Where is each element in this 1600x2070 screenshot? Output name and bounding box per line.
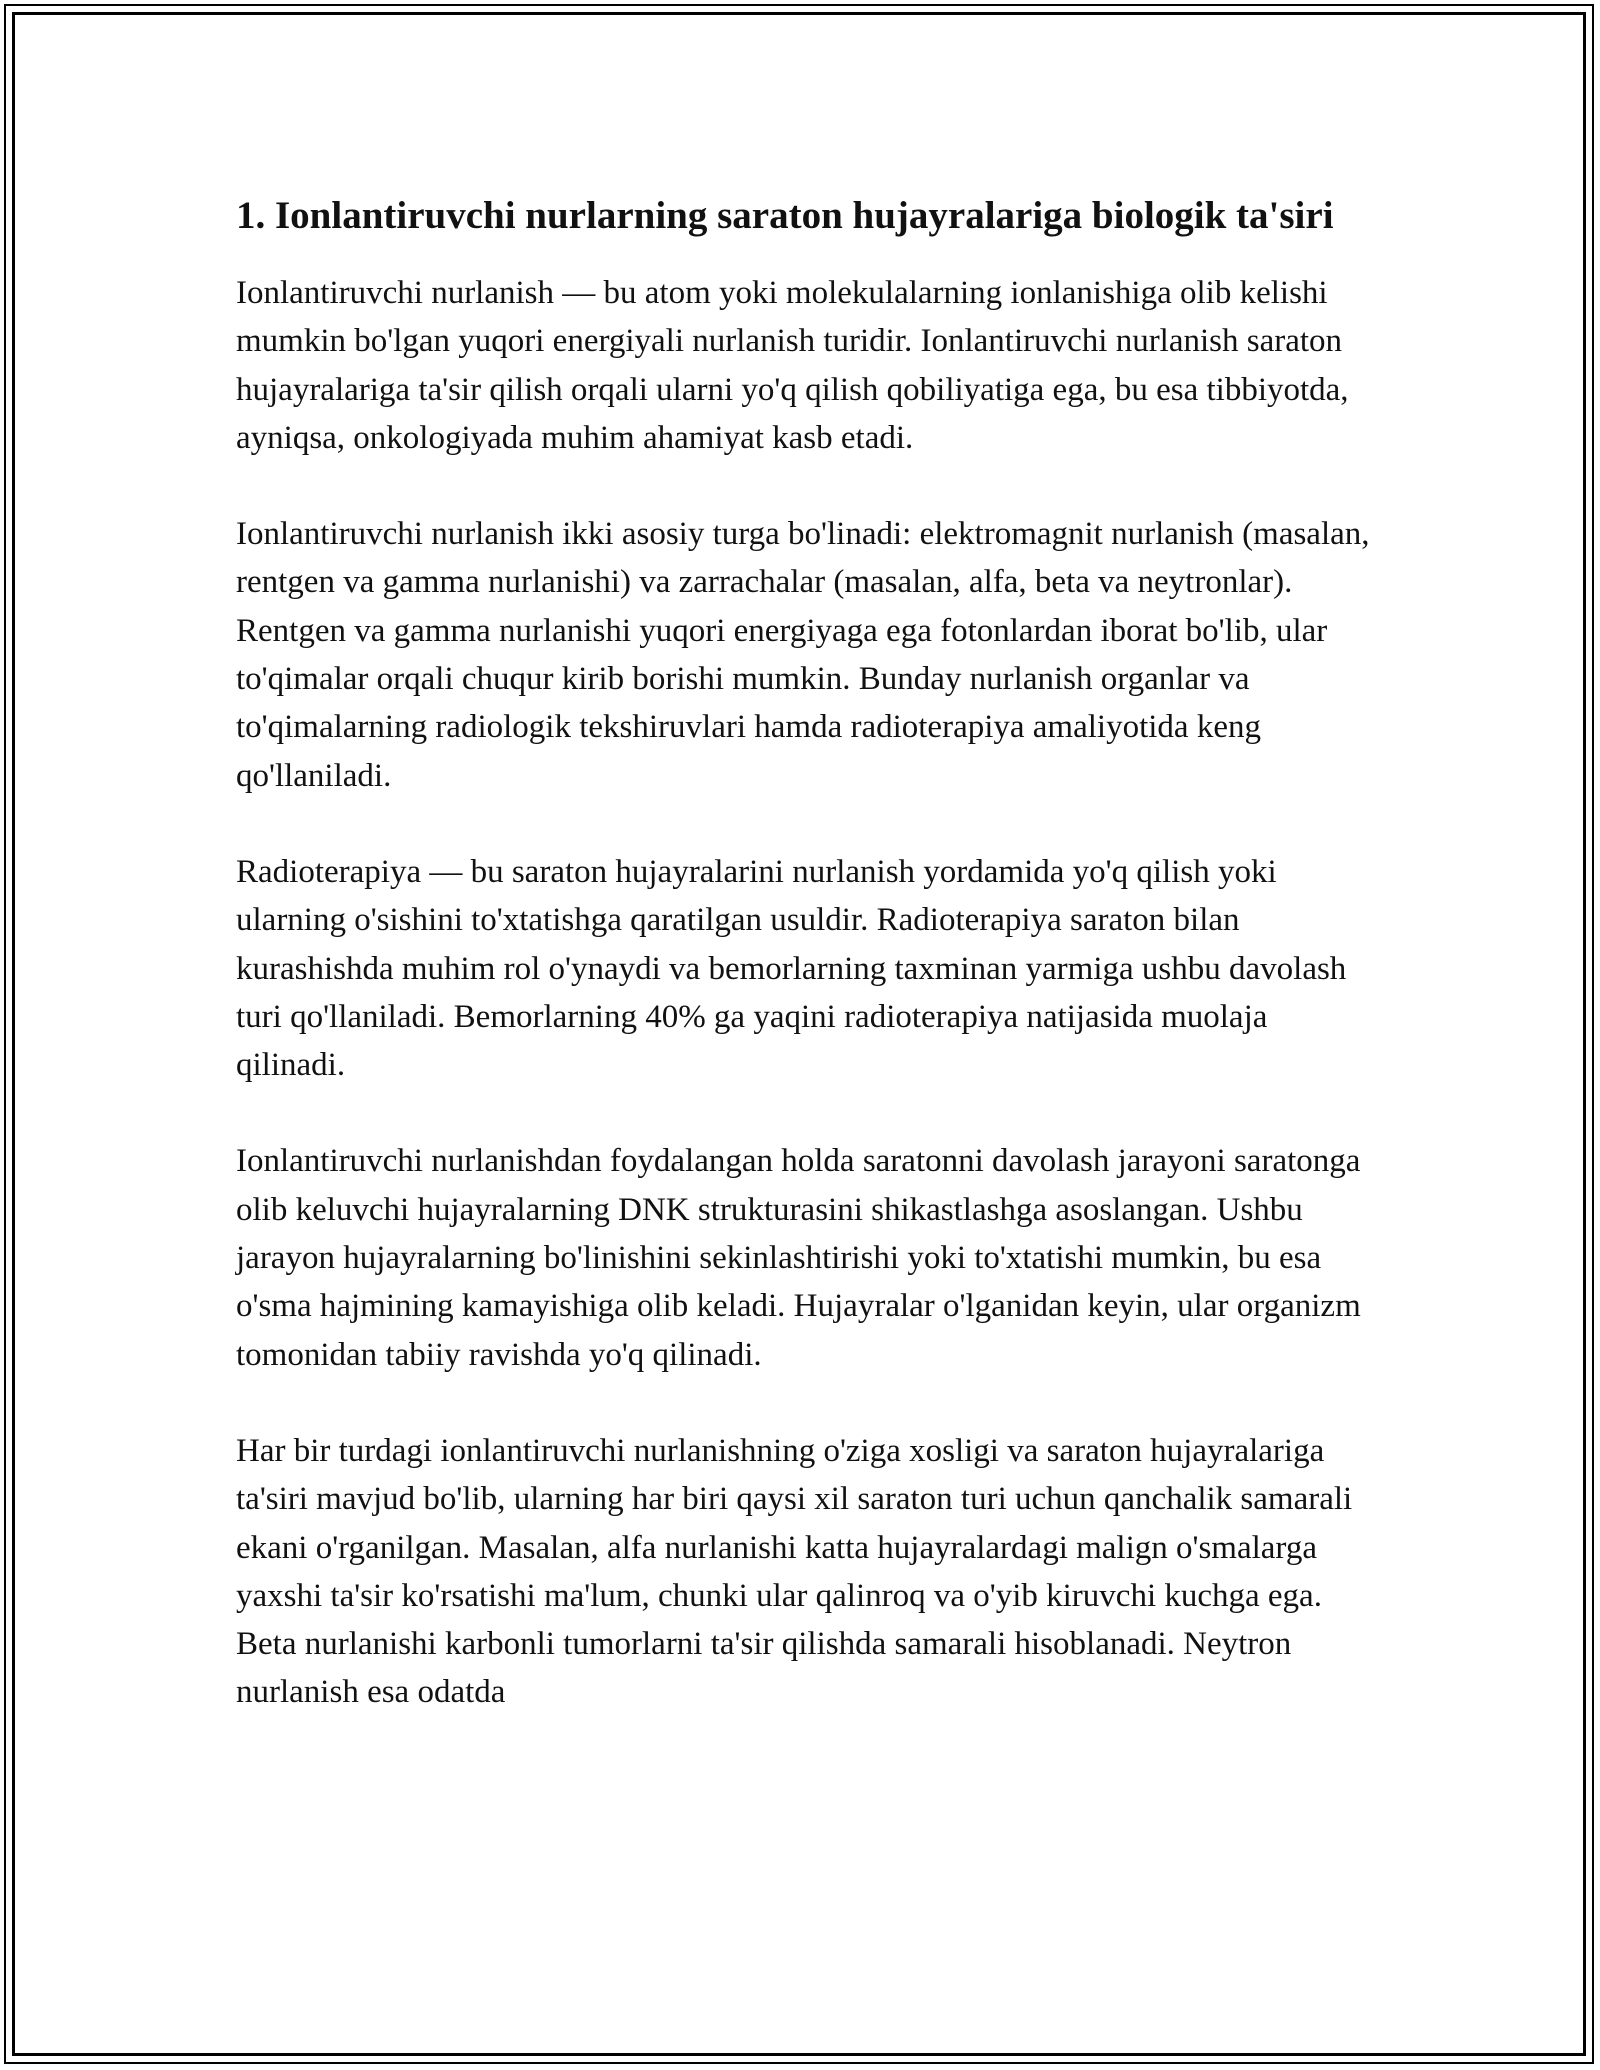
document-body	[236, 188, 1371, 1765]
paragraph-radiation-specificity: Har bir turdagi ionlantiruvchi nurlanishning o'ziga xosligi va saraton hujayralariga ta'siri mavjud bo'lib, ularning har biri qaysi xil saraton turi uchun qanchalik samarali ekani o'rganilgan. Masalan, alfa nurlanishi katta hujayralardagi malign o'smalarga yaxshi ta'sir ko'rsatishi ma'lum, chunki ular qalinroq va o'yib kiruvchi kuchga ega. Beta nurlanishi karbonli tumorlarni ta'sir qilishda samarali hisoblanadi. Neytron nurlanish esa odatda	[236, 1432, 1353, 1711]
paragraph-radiation-types: Ionlantiruvchi nurlanish ikki asosiy turga bo'linadi: elektromagnit nurlanish (masalan, rentgen va gamma nurlanishi) va zarrachalar (masalan, alfa, beta va neytronlar). Rentgen va gamma nurlanishi yuqori energiyaga ega fotonlardan iborat bo'lib, ular to'qimalar orqali chuqur kirib borishi mumkin. Bunday nurlanish organlar va to'qimalarning radiologik tekshiruvlari hamda radioterapiya amaliyotida keng qo'llaniladi.	[236, 516, 1370, 794]
paragraph-radiotherapy: Radioterapiya — bu saraton hujayralarini nurlanish yordamida yo'q qilish yoki ularning o'sishini to'xtatishga qaratilgan usuldir. Radioterapiya saraton bilan kurashishda muhim rol o'ynaydi va bemorlarning taxminan yarmiga ushbu davolash turi qo'llaniladi. Bemorlarning 40% ga yaqini radioterapiya natijasida muolaja qilinadi.	[236, 853, 1347, 1084]
section-heading: 1. Ionlantiruvchi nurlarning saraton hujayralariga biologik ta'siri	[236, 194, 1334, 237]
paragraph-dna-damage: Ionlantiruvchi nurlanishdan foydalangan holda saratonni davolash jarayoni saratonga olib keluvchi hujayralarning DNK strukturasini shikastlashga asoslangan. Ushbu jarayon hujayralarning bo'linishini sekinlashtirishi yoki to'xtatishi mumkin, bu esa o'sma hajmining kamayishiga olib keladi. Hujayralar o'lganidan keyin, ular organizm tomonidan tabiiy ravishda yo'q qilinadi.	[236, 1143, 1361, 1373]
paragraph-ionizing-radiation-definition: Ionlantiruvchi nurlanish — bu atom yoki molekulalarning ionlanishiga olib kelishi mumkin bo'lgan yuqori energiyali nurlanish turidir. Ionlantiruvchi nurlanish saraton hujayralariga ta'sir qilish orqali ularni yo'q qilish qobiliyatiga ega, bu esa tibbiyotda, ayniqsa, onkologiyada muhim ahamiyat kasb etadi.	[236, 275, 1349, 456]
